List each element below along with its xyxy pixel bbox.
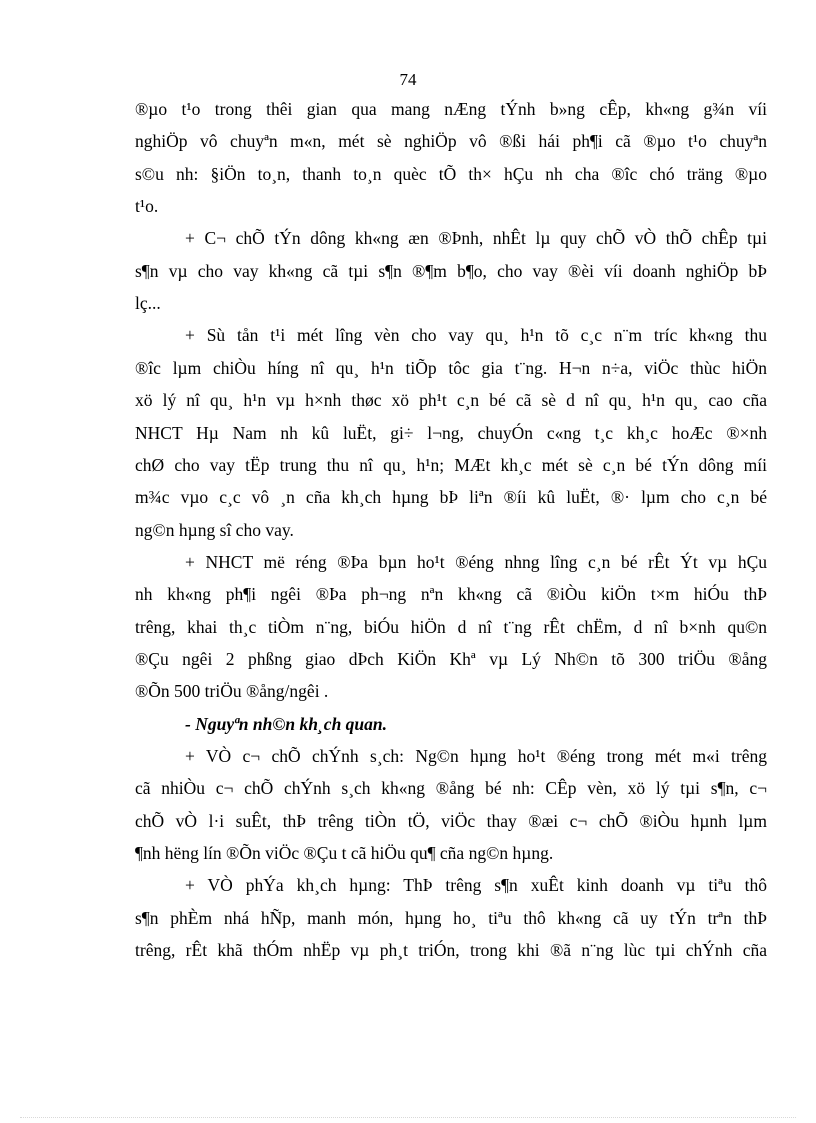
text-line: + C¬ chÕ tÝn dông kh«ng æn ®Þnh, nhÊt lµ quy chÕ vÒ thÕ chÊp tµi	[185, 228, 767, 249]
bottom-dotted-rule	[20, 1117, 796, 1118]
section-heading: - Nguyªn nh©n kh¸ch quan.	[185, 713, 388, 734]
text-line: ¶nh hëng lín ®Õn viÖc ®Çu t cã hiÖu qu¶ cña ng©n hµng.	[135, 843, 554, 864]
text-line: xö lý nî qu¸ h¹n vµ h×nh thøc xö ph¹t c¸n bé cã sè d nî qu¸ h¹n qu¸ cao cña	[135, 390, 767, 411]
text-line: nh kh«ng ph¶i ngêi ®Þa ph¬ng nªn kh«ng cã ®iÒu kiÖn t×m hiÓu thÞ	[135, 584, 767, 605]
text-line: t¹o.	[135, 196, 159, 217]
text-line: s¶n phÈm nhá hÑp, manh món, hµng ho¸ tiªu thô kh«ng cã uy tÝn trªn thÞ	[135, 907, 767, 928]
text-line: s¶n vµ cho vay kh«ng cã tµi s¶n ®¶m b¶o, cho vay ®èi víi doanh nghiÖp bÞ	[135, 260, 767, 281]
text-line: ng©n hµng sî cho vay.	[135, 519, 294, 540]
text-line: + NHCT më réng ®Þa bµn ho¹t ®éng nhng lîng c¸n bé rÊt Ýt vµ hÇu	[185, 551, 767, 572]
text-line: s©u nh: §iÖn to¸n, thanh to¸n quèc tÕ th× hÇu nh cha ®îc chó träng ®µo	[135, 163, 767, 184]
text-line: chØ cho vay tËp trung thu nî qu¸ h¹n; MÆt kh¸c mét sè c¸n bé tÝn dông míi	[135, 454, 767, 475]
text-line: NHCT Hµ Nam nh kû luËt, gi÷ l¬ng, chuyÓn c«ng t¸c kh¸c hoÆc ®×nh	[135, 422, 767, 443]
text-line: nghiÖp vô chuyªn m«n, mét sè nghiÖp vô ®ßi hái ph¶i cã ®µo t¹o chuyªn	[135, 131, 767, 152]
text-line: + Sù tån t¹i mét lîng vèn cho vay qu¸ h¹n tõ c¸c n¨m tríc kh«ng thu	[185, 325, 767, 346]
text-line: + VÒ phÝa kh¸ch hµng: ThÞ trêng s¶n xuÊt kinh doanh vµ tiªu thô	[185, 875, 767, 896]
text-line: ®îc lµm chiÒu híng nî qu¸ h¹n tiÕp tôc gia t¨ng. H¬n n÷a, viÖc thùc hiÖn	[135, 357, 767, 378]
text-line: lç...	[135, 293, 161, 314]
text-line: m¾c vµo c¸c vô ¸n cña kh¸ch hµng bÞ liªn ®íi kû luËt, ®· lµm cho c¸n bé	[135, 487, 767, 508]
text-line: ®µo t¹o trong thêi gian qua mang nÆng tÝnh b»ng cÊp, kh«ng g¾n víi	[135, 99, 767, 119]
text-line: ®Õn 500 triÖu ®ång/ngêi .	[135, 681, 329, 702]
text-line: trêng, rÊt khã thÓm nhËp vµ ph¸t triÓn, trong khi ®ã n¨ng lùc tµi chÝnh cña	[135, 940, 767, 961]
text-line: + VÒ c¬ chÕ chÝnh s¸ch: Ng©n hµng ho¹t ®éng trong mét m«i trêng	[185, 746, 767, 766]
page-number: 74	[399, 70, 417, 89]
text-line: trêng, khai th¸c tiÒm n¨ng, biÓu hiÖn d nî t¨ng rÊt chËm, d nî b×nh qu©n	[135, 616, 767, 637]
text-line: ®Çu ngêi 2 phßng giao dÞch KiÖn Khª vµ Lý Nh©n tõ 300 triÖu ®ång	[135, 648, 767, 669]
text-line: chÕ vÒ l·i suÊt, thÞ trêng tiÒn tÖ, viÖc thay ®æi c¬ chÕ ®iÒu hµnh lµm	[135, 810, 767, 831]
text-line: cã nhiÒu c¬ chÕ chÝnh s¸ch kh«ng ®ång bé nh: CÊp vèn, xö lý tµi s¶n, c¬	[135, 778, 767, 799]
